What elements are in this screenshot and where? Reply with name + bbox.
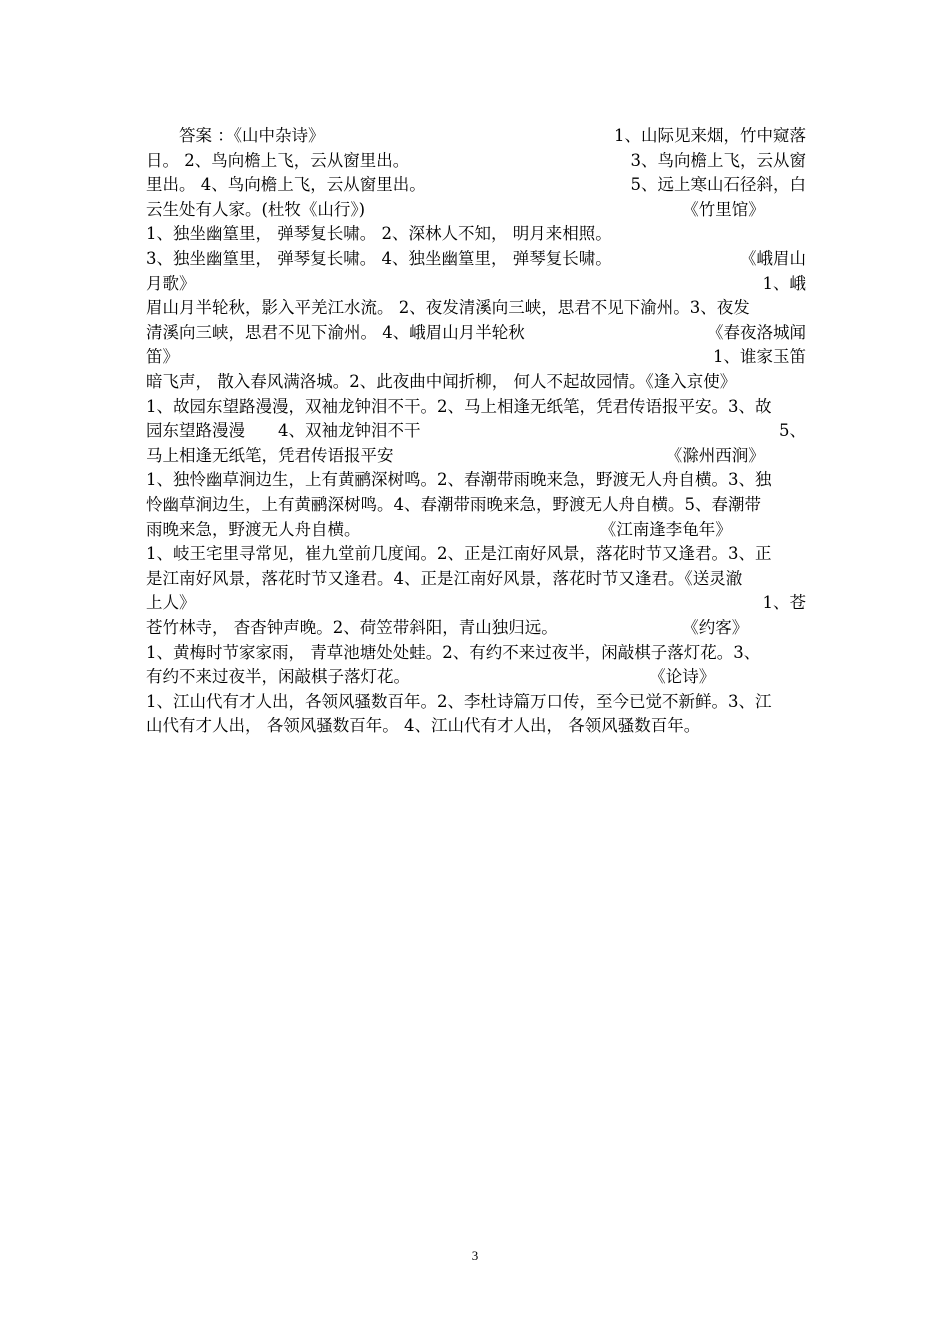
- text-line: [146, 321, 806, 345]
- text-line-right: 1、苍: [762, 593, 806, 613]
- text-line: [146, 444, 806, 468]
- text-line: [146, 493, 806, 517]
- text-line-left: 马上相逢无纸笔，凭君传语报平安: [146, 445, 394, 465]
- text-line-left: 眉山月半轮秋，影入平羌江水流。 2、夜发清溪向三峡，思君不见下渝州。3、夜发: [146, 298, 750, 318]
- text-line: [146, 567, 806, 591]
- text-line: [146, 542, 806, 566]
- text-line-left: 暗飞声， 散入春风满洛城。2、此夜曲中闻折柳， 何人不起故园情。《逢入京使》: [146, 372, 737, 391]
- text-line: [146, 616, 806, 640]
- text-line-left: 1、江山代有才人出，各领风骚数百年。2、李杜诗篇万口传，至今已觉不新鲜。3、江: [146, 691, 772, 711]
- text-line-right: 《峨眉山: [740, 249, 806, 268]
- text-line: [146, 345, 806, 369]
- text-line-left: 苍竹林寺， 杳杳钟声晚。2、荷笠带斜阳，青山独归远。: [146, 618, 558, 637]
- text-line-right: 3、鸟向檐上飞，云从窗: [630, 150, 806, 170]
- text-line: [146, 714, 806, 738]
- text-line: [146, 591, 806, 615]
- text-line-left: 园东望路漫漫 4、双袖龙钟泪不干: [146, 421, 421, 441]
- text-line-left: 上人》: [146, 593, 196, 613]
- text-line-left: 答案 ：《山中杂诗》: [146, 126, 325, 145]
- text-line-right: 《竹里馆》: [682, 199, 806, 219]
- text-line-right: 5、: [779, 421, 806, 441]
- text-line-left: 里出。 4、鸟向檐上飞，云从窗里出。: [146, 175, 426, 195]
- page-number: 3: [471, 1248, 479, 1263]
- text-line-right: 《滁州西涧》: [665, 445, 806, 465]
- text-line: [146, 124, 806, 148]
- text-line-right: 5、远上寒山石径斜，白: [630, 175, 806, 195]
- text-line-right: 1、谁家玉笛: [713, 347, 806, 367]
- text-line-left: 清溪向三峡，思君不见下渝州。 4、峨眉山月半轮秋: [146, 322, 525, 342]
- text-line: [146, 272, 806, 296]
- text-line-left: 月歌》: [146, 273, 196, 293]
- text-line-left: 1、独怜幽草涧边生，上有黄鹂深树鸣。2、春潮带雨晚来急，野渡无人舟自横。3、独: [146, 470, 772, 490]
- text-line: [146, 296, 806, 320]
- text-line-left: 1、故园东望路漫漫，双袖龙钟泪不干。2、马上相逢无纸笔，凭君传语报平安。3、故: [146, 396, 772, 416]
- text-line: [146, 419, 806, 443]
- text-line: [146, 149, 806, 173]
- text-line-left: 1、黄梅时节家家雨， 青草池塘处处蛙。2、有约不来过夜半，闲敲棋子落灯花。3、: [146, 642, 761, 662]
- text-line: [146, 641, 806, 665]
- text-line-right: 《论诗》: [649, 667, 806, 687]
- text-line: [146, 665, 806, 689]
- text-line-right: 《约客》: [682, 618, 806, 637]
- text-line-left: 雨晚来急，野渡无人舟自横。: [146, 519, 361, 539]
- text-line: [146, 468, 806, 492]
- text-line: [146, 247, 806, 271]
- text-line-left: 3、独坐幽篁里， 弹琴复长啸。 4、独坐幽篁里， 弹琴复长啸。: [146, 249, 612, 268]
- text-line: [146, 173, 806, 197]
- text-line: [146, 370, 806, 394]
- text-line-left: 有约不来过夜半，闲敲棋子落灯花。: [146, 667, 410, 687]
- text-line: [146, 518, 806, 542]
- text-line-right: 《江南逢李龟年》: [599, 519, 806, 539]
- text-line: [146, 222, 806, 246]
- text-line-right: 1、山际见来烟，竹中窥落: [614, 126, 806, 145]
- text-line-left: 山代有才人出， 各领风骚数百年。 4、江山代有才人出， 各领风骚数百年。: [146, 716, 701, 736]
- text-line-left: 1、岐王宅里寻常见，崔九堂前几度闻。2、正是江南好风景，落花时节又逢君。3、正: [146, 544, 772, 564]
- text-line-left: 怜幽草涧边生，上有黄鹂深树鸣。4、春潮带雨晚来急，野渡无人舟自横。5、春潮带: [146, 495, 761, 514]
- text-line: [146, 198, 806, 222]
- text-line-left: 是江南好风景，落花时节又逢君。4、正是江南好风景，落花时节又逢君。《送灵澈: [146, 568, 743, 588]
- text-line-left: 云生处有人家。(杜牧《山行》): [146, 199, 366, 219]
- text-line-left: 笛》: [146, 347, 179, 367]
- text-line-right: 《春夜洛城闻: [707, 322, 806, 342]
- text-line: [146, 395, 806, 419]
- text-line: [146, 690, 806, 714]
- text-line-left: 日。 2、鸟向檐上飞，云从窗里出。: [146, 150, 410, 170]
- text-line-left: 1、独坐幽篁里， 弹琴复长啸。 2、深林人不知， 明月来相照。: [146, 224, 612, 244]
- text-line-right: 1、峨: [762, 273, 806, 293]
